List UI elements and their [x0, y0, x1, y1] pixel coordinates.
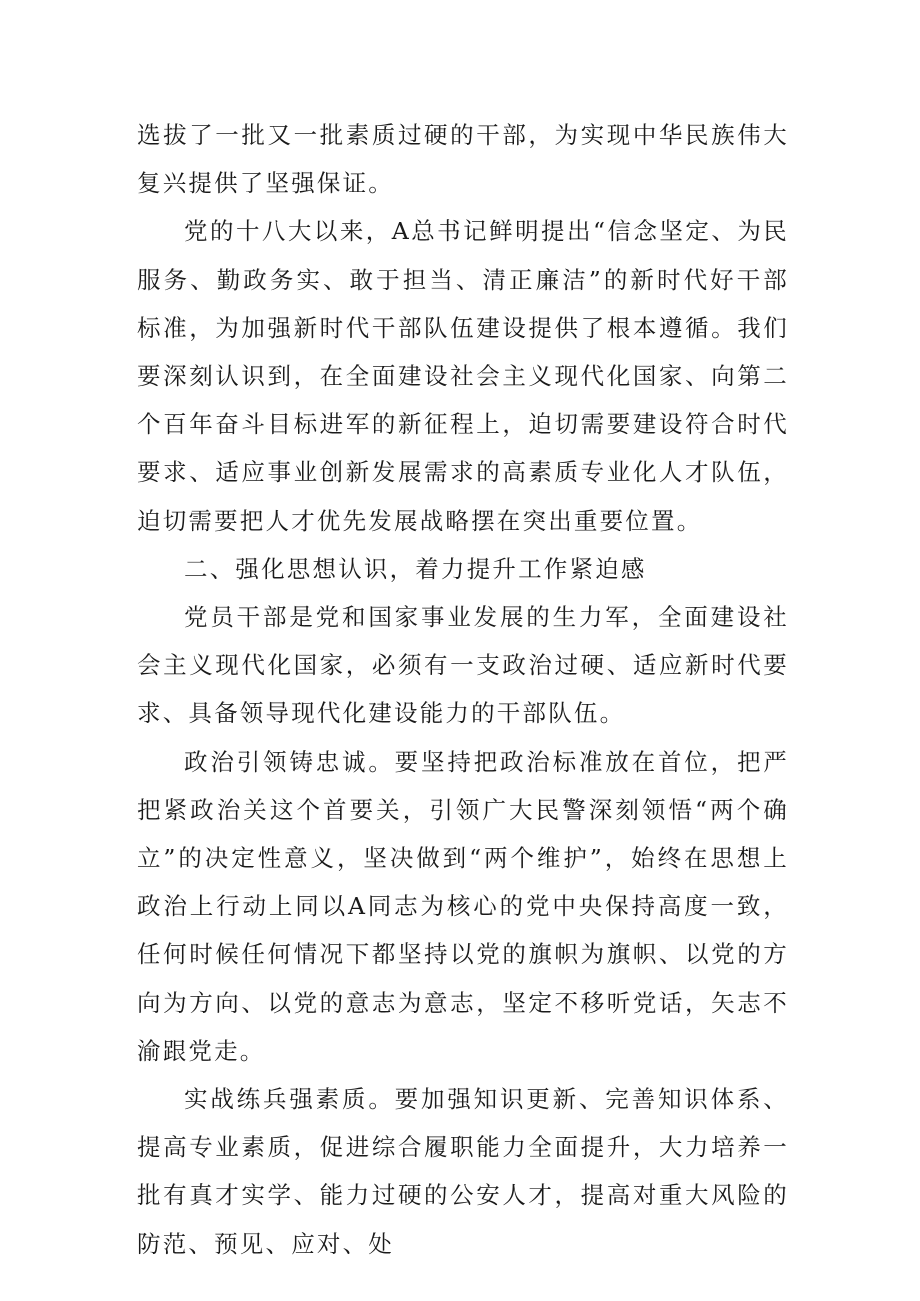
paragraph-cadre-team: 党员干部是党和国家事业发展的生力军，全面建设社会主义现代化国家，必须有一支政治过硬、适应新时代要求、具备领导现代化建设能力的干部队伍。	[137, 603, 789, 728]
section-heading-two: 二、强化思想认识，着力提升工作紧迫感	[184, 554, 647, 583]
document-body	[137, 111, 789, 1268]
paragraph-continuation: 选拔了一批又一批素质过硬的干部，为实现中华民族伟大复兴提供了坚强保证。	[137, 121, 789, 198]
paragraph-new-era-cadre-standard: 党的十八大以来，A总书记鲜明提出“信念坚定、为民服务、勤政务实、敢于担当、清正廉洁”的新时代好干部标准，为加强新时代干部队伍建设提供了根本遵循。我们要深刻认识到，在全面建设社会主义现代化国家、向第二个百年奋斗目标进军的新征程上，迫切需要建设符合时代要求、适应事业创新发展需求的高素质专业化人才队伍，迫切需要把人才优先发展战略摆在突出重要位置。	[137, 217, 789, 535]
paragraph-combat-training: 实战练兵强素质。要加强知识更新、完善知识体系、提高专业素质，促进综合履职能力全面提升，大力培养一批有真才实学、能力过硬的公安人才，提高对重大风险的防范、预见、应对、处	[137, 1085, 789, 1258]
paragraph-political-loyalty: 政治引领铸忠诚。要坚持把政治标准放在首位，把严把紧政治关这个首要关，引领广大民警深刻领悟“两个确立”的决定性意义，坚决做到“两个维护”，始终在思想上政治上行动上同以A同志为核心的党中央保持高度一致，任何时候任何情况下都坚持以党的旗帜为旗帜、以党的方向为方向、以党的意志为意志，坚定不移听党话，矢志不渝跟党走。	[137, 747, 789, 1065]
